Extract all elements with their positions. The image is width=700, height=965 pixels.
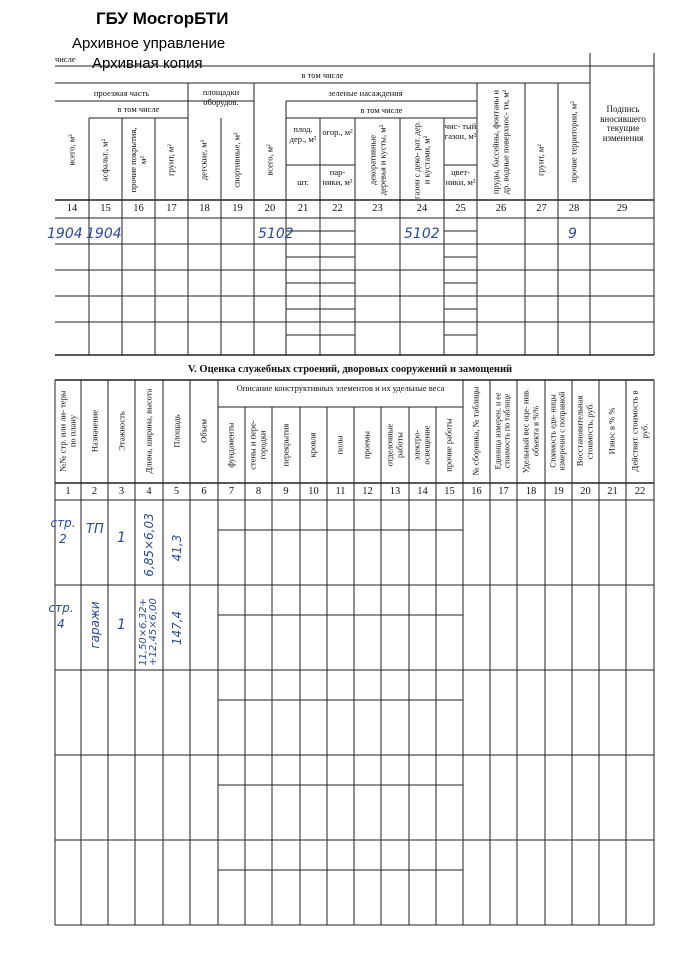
hw-row1-purpose: ТП bbox=[86, 522, 104, 537]
bottom-col-number: 13 bbox=[389, 486, 401, 497]
top-col-number: 20 bbox=[264, 203, 276, 214]
bottom-col-number: 19 bbox=[553, 486, 564, 497]
hw-asphalt: 1904 bbox=[86, 226, 122, 242]
hw-row2-area: 147,4 bbox=[170, 610, 184, 646]
col-dims: Длина, ширина, высота bbox=[143, 388, 154, 474]
col-electric: электро- освещение bbox=[411, 425, 431, 465]
top-col-number: 19 bbox=[232, 203, 243, 214]
green-label: зеленые насаждения bbox=[328, 88, 403, 98]
bottom-col-number: 10 bbox=[308, 486, 319, 497]
hw-lawn: 5102 bbox=[404, 226, 440, 242]
bottom-col-number: 18 bbox=[525, 486, 537, 497]
bottom-col-number: 1 bbox=[65, 486, 71, 497]
col-driveway-total: всего, м² bbox=[66, 134, 77, 166]
bottom-col-number: 5 bbox=[173, 486, 180, 497]
col-clean-lawn: чис- тый газон, м² bbox=[444, 121, 477, 141]
bottom-col-number: 7 bbox=[228, 486, 235, 497]
top-col-number: 27 bbox=[536, 203, 547, 214]
col-parks: пар- ники, м² bbox=[322, 167, 353, 187]
col-foundations: фундаменты bbox=[225, 422, 236, 468]
top-col-number: 22 bbox=[332, 203, 343, 214]
bottom-col-number: 6 bbox=[201, 486, 207, 497]
col-lawn: газон с деко- рат. дер. и кустами, м² bbox=[411, 121, 431, 199]
bottom-col-number: 20 bbox=[580, 486, 591, 497]
bottom-col-number: 17 bbox=[498, 486, 509, 497]
col-struct-num: №№ стр. или ли- теры по плану bbox=[57, 390, 77, 472]
driveway-sub-label: в том числе bbox=[117, 104, 160, 114]
bottom-col-number: 2 bbox=[91, 486, 98, 497]
col-walls: стены и пере- городки bbox=[247, 420, 267, 470]
col-cost-unit: Стоимость еди- ницы измерения с поправкой bbox=[548, 391, 566, 471]
col-purpose: Назначение bbox=[89, 409, 100, 453]
top-col-number: 18 bbox=[199, 203, 210, 214]
platforms-label: площадки оборудов. bbox=[202, 87, 240, 107]
hw-row1-num: стр. 2 bbox=[50, 516, 76, 546]
top-col-number: 17 bbox=[166, 203, 177, 214]
hw-green-total: 5102 bbox=[258, 226, 294, 242]
bottom-col-number: 9 bbox=[283, 486, 289, 497]
bottom-col-number: 12 bbox=[362, 486, 373, 497]
col-floors-struct: перекрытия bbox=[280, 423, 291, 467]
bottom-col-number: 14 bbox=[417, 486, 428, 497]
including-label: в том числе bbox=[301, 70, 344, 80]
col-roof: кровля bbox=[307, 432, 318, 458]
col-asphalt: асфальт., м² bbox=[99, 138, 110, 182]
bottom-col-number: 4 bbox=[146, 486, 152, 497]
col-fruit-unit: шт. bbox=[297, 177, 309, 187]
col-floors: Этажность bbox=[116, 411, 127, 451]
top-col-number: 23 bbox=[372, 203, 383, 214]
col-flowerbeds: цвет- ники, м² bbox=[445, 167, 476, 187]
col-sport: спортивные, м² bbox=[231, 132, 242, 188]
top-col-number: 29 bbox=[616, 203, 628, 214]
signature-label: Подпись вносившего текущие изменения bbox=[600, 104, 646, 143]
top-col-number: 21 bbox=[297, 203, 309, 214]
col-actual: Действит. стоимость в руб. bbox=[629, 390, 649, 472]
top-col-number: 28 bbox=[568, 203, 580, 214]
col-ground: грунт, м² bbox=[165, 144, 176, 176]
top-col-number: 14 bbox=[66, 203, 78, 214]
stamp-copy-label: Архивная копия bbox=[92, 55, 203, 72]
top-col-number: 24 bbox=[416, 203, 428, 214]
hw-row2-purpose: гаражи bbox=[88, 601, 102, 649]
hw-row1-floors: 1 bbox=[117, 530, 126, 546]
top-col-number: 16 bbox=[133, 203, 144, 214]
section-title: V. Оценка служебных строений, дворовых сооружений и замощений bbox=[187, 364, 513, 375]
hw-row2-floors: 1 bbox=[117, 617, 126, 633]
hw-other-territory: 9 bbox=[568, 226, 577, 242]
hw-row2-dims: 11,50×6,32+ +12,45×6,00 bbox=[138, 598, 159, 666]
top-col-number: 26 bbox=[495, 203, 507, 214]
green-sub-label: в том числе bbox=[360, 105, 403, 115]
hw-row2-num: стр. 4 bbox=[48, 601, 74, 631]
col-openings: проемы bbox=[361, 431, 372, 460]
col-unit: Единица измерен. и ее стоимость по таблице bbox=[493, 392, 511, 470]
col-decor: декоративные деревья и кусты, м² bbox=[367, 124, 387, 196]
col-other-works: прочие работы bbox=[443, 418, 454, 472]
col-other-territory: прочие территории, м² bbox=[568, 101, 579, 183]
bottom-col-number: 11 bbox=[335, 486, 346, 497]
col-floors-cover: полы bbox=[334, 435, 345, 455]
bottom-col-number: 21 bbox=[607, 486, 618, 497]
stamp-org: ГБУ МосгорБТИ bbox=[96, 9, 229, 28]
driveway-label: проезжая часть bbox=[93, 88, 150, 98]
col-finishing: отделочные работы bbox=[384, 423, 404, 467]
top-col-number: 25 bbox=[455, 203, 466, 214]
hw-row1-area: 41,3 bbox=[170, 534, 184, 562]
col-green-total: всего, м² bbox=[264, 144, 275, 176]
col-volume: Объем bbox=[198, 419, 209, 443]
bottom-col-number: 16 bbox=[471, 486, 482, 497]
hw-row1-dims: 6,85×6,03 bbox=[142, 513, 156, 577]
col-area: Площадь bbox=[171, 414, 182, 448]
hw-driveway-total: 1904 bbox=[47, 226, 83, 242]
col-garden: огор., м² bbox=[322, 127, 353, 137]
bottom-col-number: 3 bbox=[118, 486, 125, 497]
bottom-col-number: 15 bbox=[444, 486, 455, 497]
col-fruit: плод. дер., м² bbox=[289, 124, 317, 144]
col-ponds: пруды, бассейны, фонтаны и др. водные поверхнос- ти, м² bbox=[490, 89, 510, 195]
col-weight: Удельный вес оце- нив. объекта в %% bbox=[520, 388, 540, 474]
stamp-department: Архивное управление bbox=[72, 35, 226, 52]
col-restore: Восстановительная стоимость, руб. bbox=[574, 395, 594, 467]
bottom-col-number: 8 bbox=[255, 486, 262, 497]
desc-header: Описание конструктивных элементов и их удельные веса bbox=[236, 383, 445, 393]
count-label: числе bbox=[55, 54, 76, 64]
col-ground2: грунт, м² bbox=[535, 144, 546, 176]
bottom-col-number: 22 bbox=[634, 486, 646, 497]
col-collection: № сборника, № таблицы bbox=[470, 386, 481, 476]
col-wear: Износ в % % bbox=[606, 407, 617, 455]
col-children: детские, м² bbox=[198, 139, 209, 181]
col-other-cover: прочие покрытия, м² bbox=[128, 127, 148, 193]
top-col-number: 15 bbox=[100, 203, 111, 214]
